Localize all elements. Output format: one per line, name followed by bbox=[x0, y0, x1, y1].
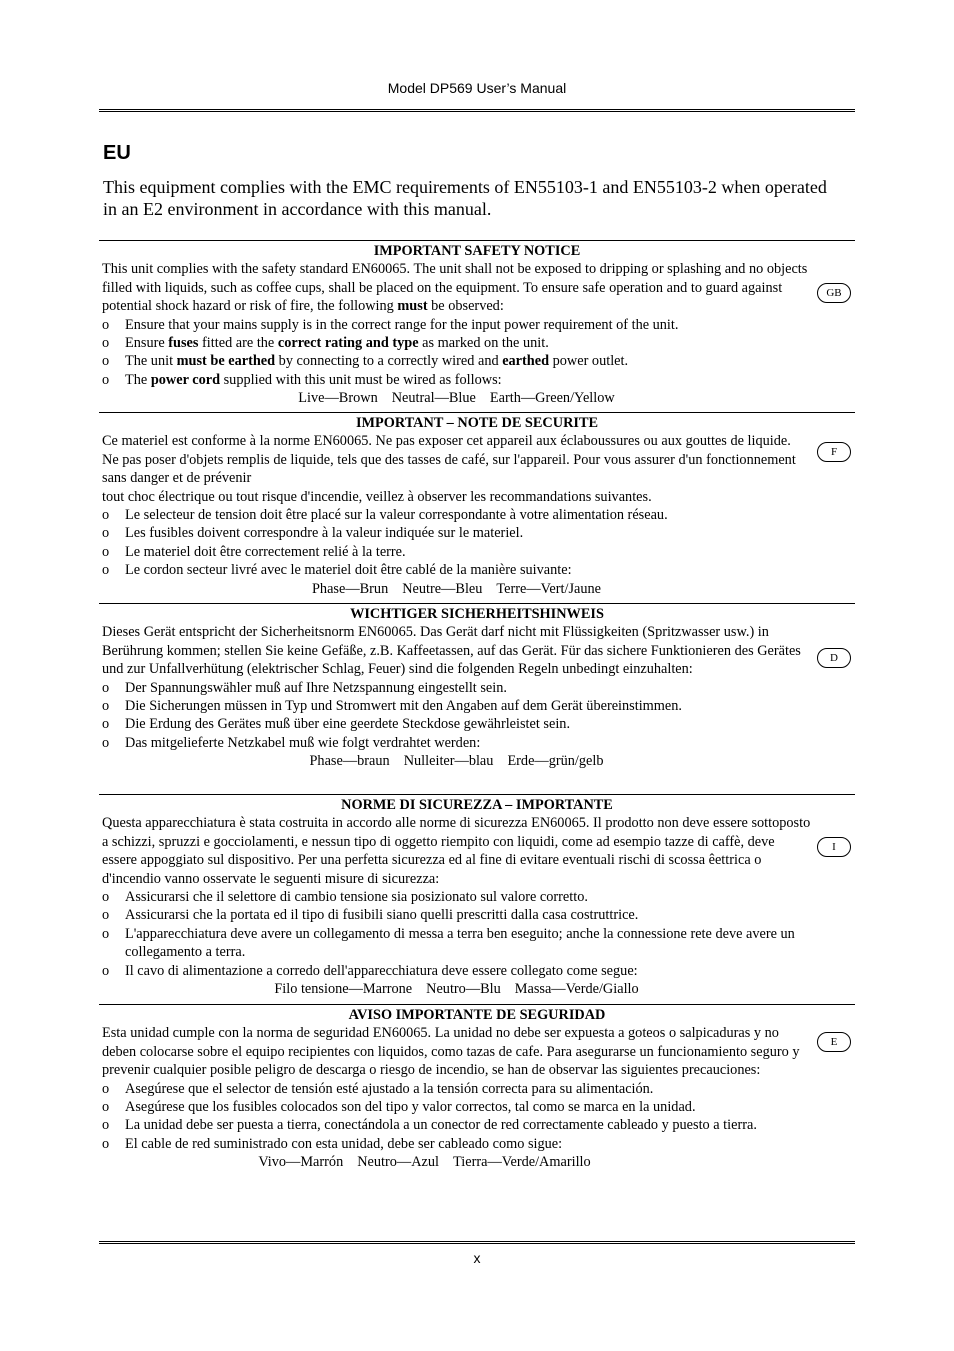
notice-paragraph: Dieses Gerät entspricht der Sicherheitsnorm EN60065. Das Gerät darf nicht mit Flüssigkeiten (Spritzwasser usw.) in Berührung kommen; stellen Sie keine Gefäße, z.B. Kaffeetassen, auf das Gerät. Für das sichere Funktionieren des Gerätes und zur Unfallverhütung (elektrischer Schlag, Feuer) sind die folgenden Regeln unbedingt einzuhalten: bbox=[102, 624, 801, 678]
notice-body bbox=[99, 260, 855, 407]
notice-es bbox=[99, 1004, 855, 1172]
list-item: o Ensure that your mains supply is in the correct range for the input power requirement of the unit. bbox=[102, 316, 679, 333]
precaution-list bbox=[102, 888, 847, 980]
list-item: o Die Sicherungen müssen in Typ und Stromwert mit den Angaben auf dem Gerät übereinstimmen. bbox=[102, 698, 682, 715]
language-badge-f: F bbox=[817, 442, 851, 462]
list-item: o The power cord supplied with this unit must be wired as follows: bbox=[102, 371, 502, 388]
list-item: o Die Erdung des Gerätes muß über eine geerdete Steckdose gewährleistet sein. bbox=[102, 716, 571, 733]
precaution-list bbox=[102, 1080, 847, 1154]
list-item: o Assicurarsi che il selettore di cambio tensione sia posizionato sul valore corretto. bbox=[102, 889, 588, 906]
list-item: o Asegúrese que el selector de tensión esté ajustado a la tensión correcta para su alimentación. bbox=[102, 1080, 654, 1097]
wiring-colours: Phase—braun Nulleiter—blau Erde—grün/gelb bbox=[309, 753, 604, 770]
precaution-list bbox=[102, 316, 811, 390]
list-item: o Das mitgelieferte Netzkabel muß wie folgt verdrahtet werden: bbox=[102, 734, 481, 751]
notice-body bbox=[99, 432, 855, 598]
precaution-list bbox=[102, 506, 811, 580]
section-title: EU bbox=[103, 142, 131, 164]
wiring-colours: Filo tensione—Marrone Neutro—Blu Massa—Verde/Giallo bbox=[274, 981, 639, 998]
notice-body bbox=[99, 814, 855, 888]
notice-de bbox=[99, 603, 855, 771]
notice-body-list bbox=[99, 888, 855, 998]
emc-compliance-statement: This equipment complies with the EMC requirements of EN55103-1 and EN55103-2 when operated in an E2 environment in accordance with this manual. bbox=[103, 177, 827, 219]
list-item: o Le selecteur de tension doit être placé sur la valeur correspondante à votre alimentation réseau. bbox=[102, 507, 668, 524]
notice-body bbox=[99, 1024, 855, 1079]
list-item: o El cable de red suministrado con esta unidad, debe ser cableado como sigue: bbox=[102, 1135, 563, 1152]
list-item: o Le materiel doit être correctement relié à la terre. bbox=[102, 543, 406, 560]
list-item: o Il cavo di alimentazione a corredo dell'apparecchiatura deve essere collegato come segue: bbox=[102, 962, 638, 979]
header-rule bbox=[99, 109, 855, 112]
notice-gb bbox=[99, 240, 855, 408]
language-badge-e: E bbox=[817, 1032, 851, 1052]
running-header: Model DP569 User’s Manual bbox=[387, 80, 567, 96]
wiring-colours: Vivo—Marrón Neutro—Azul Tierra—Verde/Amarillo bbox=[258, 1154, 591, 1171]
list-item: o Les fusibles doivent correspondre à la valeur indiquée sur le materiel. bbox=[102, 525, 524, 542]
language-badge-d: D bbox=[817, 648, 851, 668]
notice-title: IMPORTANT – NOTE DE SECURITE bbox=[355, 415, 599, 431]
notice-title: AVISO IMPORTANTE DE SEGURIDAD bbox=[348, 1007, 606, 1023]
list-item: o L'apparecchiatura deve avere un collegamento di messa a terra ben eseguito; anche la connessione rete deve avere un collegamento a terra. bbox=[102, 925, 795, 961]
notice-fr bbox=[99, 412, 855, 598]
notice-paragraph: This unit complies with the safety standard EN60065. The unit shall not be exposed to dripping or splashing and no objects filled with liquids, such as coffee cups, shall be placed on the equipment. To ensure safe operation and to guard against potential shock hazard or risk of fire, the following must be observed: bbox=[102, 261, 808, 315]
wiring-colours: Phase—Brun Neutre—Bleu Terre—Vert/Jaune bbox=[311, 580, 602, 597]
notice-title: NORME DI SICUREZZA – IMPORTANTE bbox=[341, 797, 613, 813]
list-item: o La unidad debe ser puesta a tierra, conectándola a un conector de red correctamente cableado y puesto a tierra. bbox=[102, 1117, 757, 1134]
page-number: x bbox=[473, 1250, 481, 1266]
footer-rule bbox=[99, 1241, 855, 1244]
notice-paragraph: Esta unidad cumple con la norma de seguridad EN60065. La unidad no debe ser expuesta a goteos o salpicaduras y no deben colocarse sobre el equipo recipientes con liquidos, como tazas de cafe. Para asegurarse un funcionamiento seguro y prevenir cualquier posible peligro de descarga o riesgo de incendio, se han de observar las siguientes precauciones: bbox=[102, 1025, 800, 1079]
notice-body-list bbox=[99, 1080, 855, 1172]
language-badge-i: I bbox=[817, 837, 851, 857]
list-item: o Ensure fuses fitted are the correct rating and type as marked on the unit. bbox=[102, 335, 549, 352]
list-item: o Asegúrese que los fusibles colocados son del tipo y valor correctos, tal como se marca en la unidad. bbox=[102, 1099, 696, 1116]
list-item: o Le cordon secteur livré avec le materiel doit être cablé de la manière suivante: bbox=[102, 562, 572, 579]
language-badge-gb: GB bbox=[817, 283, 851, 303]
notice-body bbox=[99, 623, 855, 770]
notice-title: IMPORTANT SAFETY NOTICE bbox=[373, 243, 581, 259]
notice-paragraph-continued: tout choc électrique ou tout risque d'incendie, veillez à observer les recommandations suivantes. bbox=[102, 488, 652, 505]
list-item: o Assicurarsi che la portata ed il tipo di fusibili siano quelli prescritti dalla casa costruttrice. bbox=[102, 907, 639, 924]
wiring-colours: Live—Brown Neutral—Blue Earth—Green/Yellow bbox=[298, 390, 615, 407]
notice-title: WICHTIGER SICHERHEITSHINWEIS bbox=[350, 606, 604, 622]
list-item: o The unit must be earthed by connecting to a correctly wired and earthed power outlet. bbox=[102, 353, 629, 370]
list-item: o Der Spannungswähler muß auf Ihre Netzspannung eingestellt sein. bbox=[102, 679, 507, 696]
notice-paragraph: Questa apparecchiatura è stata costruita in accordo alle norme di sicurezza EN60065. Il prodotto non deve essere sottoposto a schizzi, spruzzi e gocciolamenti, e nessun tipo di oggetto riempito con liquidi, come ad esempio tazze di caffè, deve essere appoggiato sul dispositivo. Per una perfetta sicurezza ed al fine di evitare eventuali rischi di scossa êettrica o d'incendio vanno osservate le seguenti misure di sicurezza: bbox=[102, 815, 811, 887]
precaution-list bbox=[102, 679, 811, 753]
notice-paragraph: Ce materiel est conforme à la norme EN60065. Ne pas exposer cet appareil aux éclaboussures ou aux gouttes de liquide. Ne pas poser d'objets remplis de liquide, tels que des tasses de café, sur l'appareil. Pour vous assurer d'un fonctionnement sans danger et de prévenir bbox=[102, 433, 796, 487]
notice-it bbox=[99, 794, 855, 998]
